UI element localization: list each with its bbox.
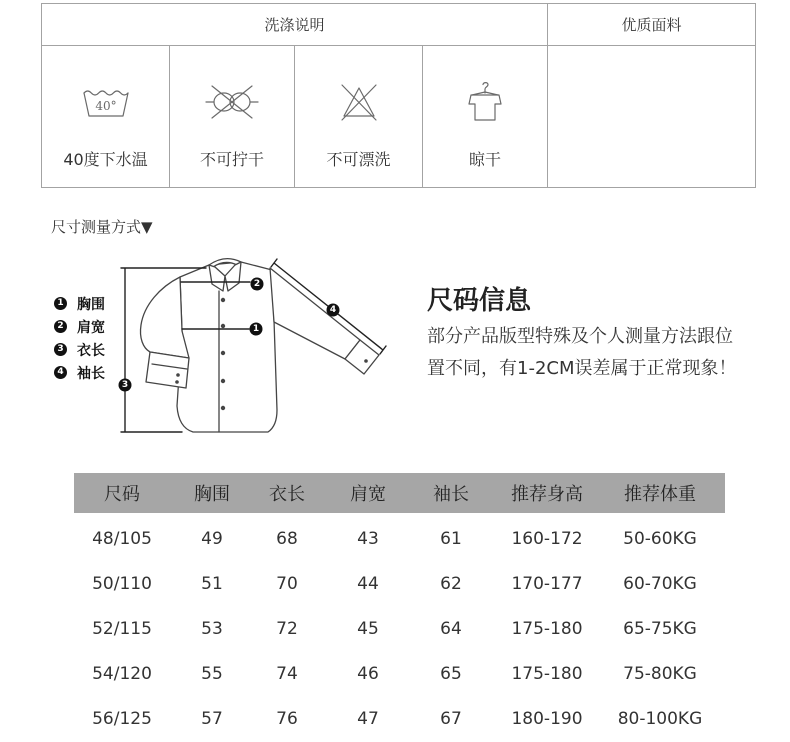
no-bleach-icon [329, 80, 389, 124]
care-item-hang-dry [423, 46, 548, 187]
cuff-button [176, 373, 180, 377]
care-instructions-table [41, 3, 756, 188]
hanger-hook [483, 83, 488, 93]
header-height: 推荐身高 [511, 484, 583, 505]
shirt-diagram [110, 250, 395, 442]
header-chest: 胸围 [194, 484, 230, 505]
number-badge: 1 [54, 297, 67, 310]
table-row [74, 561, 725, 606]
size-cell: 48/105 [92, 528, 152, 549]
chest-cell: 51 [201, 573, 223, 594]
legend-item-shoulder [54, 315, 105, 338]
height-cell: 180-190 [511, 708, 583, 729]
height-cell: 175-180 [511, 663, 583, 684]
care-label: 不可漂洗 [326, 150, 391, 169]
chest-cell: 53 [201, 618, 223, 639]
header-shoulder: 肩宽 [350, 484, 386, 505]
fabric-cell [548, 46, 755, 187]
left-cuff [146, 352, 189, 388]
number-badge: 2 [54, 320, 67, 333]
care-item-no-bleach [295, 46, 423, 187]
sleeve-cell: 67 [440, 708, 462, 729]
size-cell: 56/125 [92, 708, 152, 729]
no-wring-icon [202, 80, 262, 124]
shoulder-cell: 46 [357, 663, 379, 684]
chest-cell: 49 [201, 528, 223, 549]
legend-label: 肩宽 [77, 319, 105, 336]
care-label: 不可拧干 [199, 150, 264, 169]
header-size: 尺码 [104, 484, 140, 505]
measurement-legend [54, 292, 105, 384]
table-row [74, 606, 725, 651]
shoulder-cell: 44 [357, 573, 379, 594]
care-label: 40度下水温 [63, 150, 148, 169]
header-length: 衣长 [269, 484, 305, 505]
cuff-button [175, 380, 179, 384]
table-row [74, 696, 725, 741]
marker-sleeve [327, 304, 340, 317]
size-table [74, 473, 725, 741]
weight-cell: 60-70KG [623, 573, 697, 594]
shirt-button [221, 324, 225, 328]
sleeve-cell: 64 [440, 618, 462, 639]
legend-label: 衣长 [77, 342, 105, 359]
wash-40-icon [76, 80, 136, 124]
care-label: 晾干 [468, 150, 501, 169]
header-weight: 推荐体重 [624, 484, 696, 505]
care-header-wash: 洗涤说明 [42, 4, 548, 46]
measurement-heading: 尺寸测量方式▼ [51, 218, 153, 236]
weight-cell: 80-100KG [617, 708, 703, 729]
marker-length [119, 379, 132, 392]
wash-tub-waves [84, 91, 128, 95]
hang-dry-icon [455, 80, 515, 124]
legend-item-length [54, 338, 105, 361]
legend-label: 胸围 [77, 296, 105, 313]
wash-temperature: 40° [94, 99, 117, 113]
sleeve-cell: 65 [440, 663, 462, 684]
size-info-note: 部分产品版型特殊及个人测量方法跟位 [427, 326, 733, 347]
legend-label: 袖长 [77, 365, 105, 382]
shoulder-cell: 43 [357, 528, 379, 549]
marker-number: 2 [253, 279, 261, 289]
marker-number: 3 [121, 380, 129, 390]
length-cell: 68 [276, 528, 298, 549]
cuff-button [364, 359, 368, 363]
shirt-button [221, 298, 225, 302]
size-cell: 52/115 [92, 618, 152, 639]
legend-item-sleeve [54, 361, 105, 384]
care-item-no-wring [170, 46, 295, 187]
size-cell: 54/120 [92, 663, 152, 684]
chest-cell: 57 [201, 708, 223, 729]
size-info-title: 尺码信息 [427, 286, 532, 316]
sleeve-cell: 61 [440, 528, 462, 549]
care-item-wash [42, 46, 170, 187]
length-cell: 74 [276, 663, 298, 684]
table-row [74, 516, 725, 561]
chest-cell: 55 [201, 663, 223, 684]
number-badge: 4 [54, 366, 67, 379]
weight-cell: 50-60KG [623, 528, 697, 549]
height-cell: 160-172 [511, 528, 583, 549]
weight-cell: 65-75KG [623, 618, 697, 639]
marker-shoulder [251, 278, 264, 291]
cross-mark [212, 86, 252, 118]
length-cell: 72 [276, 618, 298, 639]
shoulder-cell: 47 [357, 708, 379, 729]
shoulder-cell: 45 [357, 618, 379, 639]
cross-mark [342, 85, 376, 120]
weight-cell: 75-80KG [623, 663, 697, 684]
shirt-button [221, 351, 225, 355]
length-cell: 76 [276, 708, 298, 729]
shirt-outline [469, 95, 501, 120]
table-row [74, 651, 725, 696]
legend-item-chest [54, 292, 105, 315]
size-table-body [74, 513, 725, 741]
care-header-fabric: 优质面料 [548, 4, 755, 46]
right-sleeve [270, 268, 360, 359]
size-table-header [74, 473, 725, 513]
height-cell: 170-177 [511, 573, 583, 594]
height-cell: 175-180 [511, 618, 583, 639]
shirt-button [221, 406, 225, 410]
number-badge: 3 [54, 343, 67, 356]
marker-number: 4 [329, 305, 337, 315]
marker-number: 1 [252, 324, 260, 334]
size-cell: 50/110 [92, 573, 152, 594]
length-cell: 70 [276, 573, 298, 594]
sleeve-cell: 62 [440, 573, 462, 594]
marker-chest [250, 323, 263, 336]
size-info-note: 置不同，有1-2CM误差属于正常现象！ [427, 358, 737, 379]
header-sleeve: 袖长 [433, 484, 469, 505]
shirt-button [221, 379, 225, 383]
